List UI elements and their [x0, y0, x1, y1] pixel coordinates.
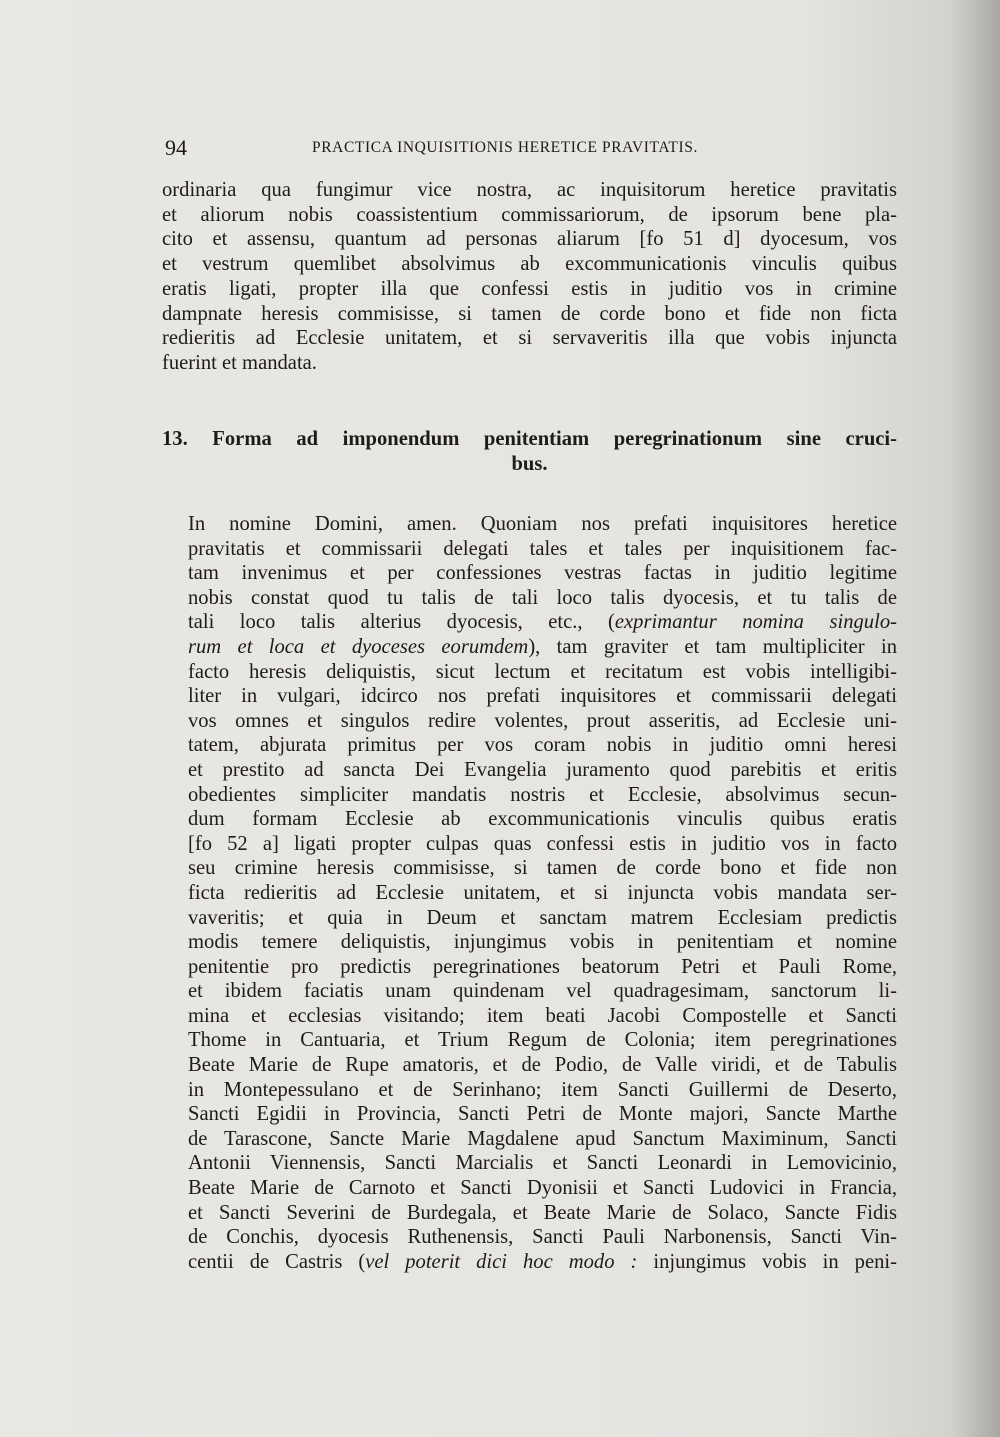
text-line: Beate Marie de Carnoto et Sancti Dyonisii et Sancti Ludovici in Francia,: [188, 1177, 897, 1200]
text-line: vos omnes et singulos redire volentes, prout asseritis, ad Ecclesie uni-: [188, 709, 897, 732]
text-line: tam invenimus et per confessiones vestras factas in juditio legitime: [188, 562, 897, 585]
page-number: 94: [165, 135, 187, 160]
text-run: injungimus vobis in peni-: [637, 1250, 897, 1273]
italic-run: rum et loca et dyoceses eorumdem: [188, 635, 529, 658]
section-heading: [162, 427, 897, 477]
text-line: Antonii Viennensis, Sancti Marcialis et Sancti Leonardi in Lemovicinio,: [188, 1152, 897, 1175]
text-line: vaveritis; et quia in Deum et sanctam matrem Ecclesiam predictis: [188, 906, 897, 929]
running-header: [165, 135, 897, 165]
text-line: [162, 635, 897, 660]
text-line: eratis ligati, propter illa que confessi estis in juditio vos in crimine: [162, 277, 897, 300]
paragraph-1: [162, 178, 897, 376]
text-line: in Montepessulano et de Serinhano; item Sancti Guillermi de Deserto,: [188, 1078, 897, 1101]
text-line: mina et ecclesias visitando; item beati Jacobi Compostelle et Sancti: [188, 1004, 897, 1027]
text-line: seu crimine heresis commisisse, si tamen de corde bono et fide non: [188, 857, 897, 880]
text-line: pravitatis et commissarii delegati tales et tales per inquisitionem fac-: [188, 537, 897, 560]
text-line: et vestrum quemlibet absolvimus ab excommunicationis vinculis quibus: [162, 253, 897, 276]
text-line: tatem, abjurata primitus per vos coram nobis in juditio omni heresi: [188, 734, 897, 757]
text-line: et aliorum nobis coassistentium commissariorum, de ipsorum bene pla-: [162, 203, 897, 226]
text-run: ), tam graviter et tam multipliciter in: [528, 635, 897, 658]
text-line: facto heresis deliquistis, sicut lectum et recitatum est vobis intelligibi-: [188, 660, 897, 683]
text-line: fuerint et mandata.: [162, 351, 317, 374]
text-line: penitentie pro predictis peregrinationes beatorum Petri et Pauli Rome,: [188, 955, 897, 978]
text-line: redieritis ad Ecclesie unitatem, et si servaveritis illa que vobis injuncta: [162, 327, 897, 350]
text-line: nobis constat quod tu talis de tali loco talis dyocesis, et tu talis de: [188, 586, 897, 609]
text-line: dum formam Ecclesie ab excommunicationis vinculis quibus eratis: [188, 808, 897, 831]
text-line: modis temere deliquistis, injungimus vobis in penitentiam et nomine: [188, 931, 897, 954]
text-line: obedientes simpliciter mandatis nostris et Ecclesie, absolvimus secun-: [188, 783, 897, 806]
text-line: Thome in Cantuaria, et Trium Regum de Colonia; item peregrinationes: [188, 1029, 897, 1052]
text-line: cito et assensu, quantum ad personas aliarum [fo 51 d] dyocesum, vos: [162, 228, 897, 251]
text-line: liter in vulgari, idcirco nos prefati inquisitores et commissarii delegati: [188, 685, 897, 708]
text-line: et ibidem faciatis unam quindenam vel quadragesimam, sanctorum li-: [188, 980, 897, 1003]
text-line: ficta redieritis ad Ecclesie unitatem, et si injuncta vobis mandata ser-: [188, 881, 897, 904]
text-line: et prestito ad sancta Dei Evangelia juramento quod parebitis et eritis: [188, 758, 897, 781]
text-run: tali loco talis alterius dyocesis, etc., (: [188, 611, 615, 634]
section-heading-line: 13. Forma ad imponendum penitentiam peregrinationum sine cruci-: [162, 428, 897, 450]
text-line: ordinaria qua fungimur vice nostra, ac inquisitorum heretice pravitatis: [162, 179, 897, 201]
text-line: de Conchis, dyocesis Ruthenensis, Sancti Pauli Narbonensis, Sancti Vin-: [188, 1226, 897, 1249]
section-heading-line: bus.: [511, 453, 548, 475]
text-line: [fo 52 a] ligati propter culpas quas confessi estis in juditio vos in facto: [188, 832, 897, 855]
running-title: PRACTICA INQUISITIONIS HERETICE PRAVITATIS.: [312, 139, 698, 156]
paragraph-2: [162, 512, 897, 1274]
text-line: [162, 1250, 897, 1275]
text-line: [162, 610, 897, 635]
text-line: Sancti Egidii in Provincia, Sancti Petri de Monte majori, Sancte Marthe: [188, 1103, 897, 1126]
italic-run: vel poterit dici hoc modo :: [365, 1250, 638, 1273]
text-line: et Sancti Severini de Burdegala, et Beate Marie de Solaco, Sancte Fidis: [188, 1201, 897, 1224]
text-line: In nomine Domini, amen. Quoniam nos prefati inquisitores heretice: [188, 513, 897, 535]
text-line: dampnate heresis commisisse, si tamen de corde bono et fide non ficta: [162, 302, 897, 325]
text-line: Beate Marie de Rupe amatoris, et de Podio, de Valle viridi, et de Tabulis: [188, 1054, 897, 1077]
text-line: de Tarascone, Sancte Marie Magdalene apud Sanctum Maximinum, Sancti: [188, 1127, 897, 1150]
italic-run: exprimantur nomina singulo-: [614, 611, 897, 634]
text-run: centii de Castris (: [188, 1250, 366, 1273]
